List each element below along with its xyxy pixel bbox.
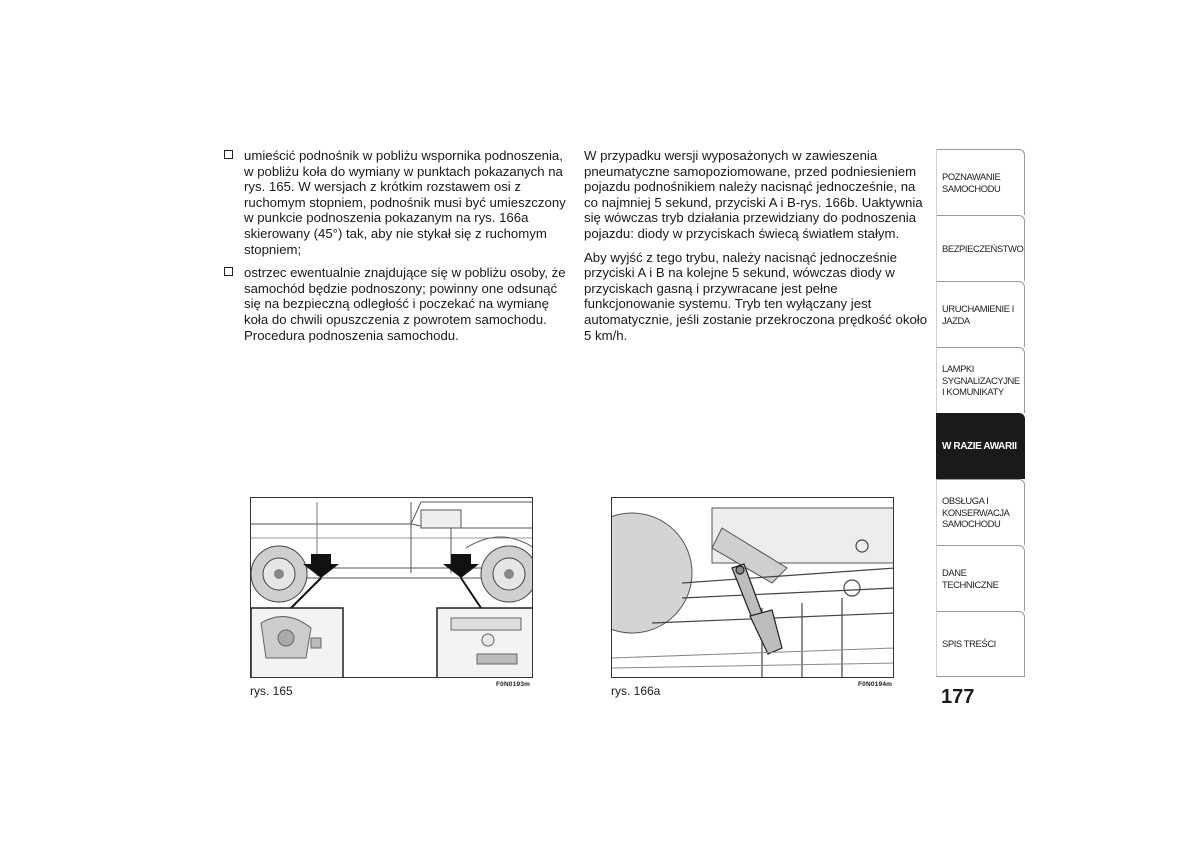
figure-166a-caption: rys. 166a bbox=[611, 684, 661, 698]
tab-bezpieczenstwo[interactable]: BEZPIECZEŃSTWO bbox=[936, 215, 1025, 281]
jack-under-vehicle-illustration bbox=[612, 498, 894, 678]
figure-165-code: F0N0193m bbox=[496, 681, 531, 688]
tab-w-razie-awarii[interactable]: W RAZIE AWARII bbox=[936, 413, 1025, 479]
chapter-tabs bbox=[936, 149, 1025, 677]
tab-poznawanie-samochodu[interactable]: POZNAWANIE SAMOCHODU bbox=[936, 149, 1025, 215]
page-number: 177 bbox=[941, 686, 975, 708]
left-text-column bbox=[224, 148, 569, 351]
tab-uruchamienie-i-jazda[interactable]: URUCHAMIENIE I JAZDA bbox=[936, 281, 1025, 347]
tab-lampki-sygnalizacyjne[interactable]: LAMPKI SYGNALIZACYJNE I KOMUNIKATY bbox=[936, 347, 1025, 413]
bullet-text: umieścić podnośnik w pobliżu wspornika podnoszenia, w pobliżu koła do wymiany w punktach pokazanych na rys. 165. W wersjach z krótkim rozstawem osi z ruchomym stopniem, podnośnik musi być umieszczony w punkcie podnoszenia pokazanym na rys. 166a skierowany (45°) tak, aby nie stykał się z ruchomym stopniem; bbox=[244, 148, 566, 257]
van-side-lifting-points-illustration bbox=[251, 498, 533, 678]
paragraph: Aby wyjść z tego trybu, należy nacisnąć jednocześnie przyciski A i B na kolejne 5 sekund, wówczas diody w przyciskach gasną i przywracane jest pełne funkcjonowanie systemu. Tryb ten wyłączany jest automatycznie, jeśli zostanie przekroczona prędkość około 5 km/h. bbox=[584, 249, 928, 343]
front-wheel-icon bbox=[481, 546, 533, 602]
lift-arrow-icon bbox=[303, 554, 479, 578]
figure-166a-code: F0N0194m bbox=[858, 681, 893, 688]
tab-obsluga-i-konserwacja[interactable]: OBSŁUGA I KONSERWACJA SAMOCHODU bbox=[936, 479, 1025, 545]
figure-166a-illustration bbox=[611, 497, 894, 678]
tab-dane-techniczne[interactable]: DANE TECHNICZNE bbox=[936, 545, 1025, 611]
right-text-column bbox=[584, 148, 929, 351]
paragraph: W przypadku wersji wyposażonych w zawieszenia pneumatyczne samopoziomowane, przed podniesieniem pojazdu podnośnikiem należy nacisnąć jednocześnie, na co najmniej 5 sekund, przyciski A i B-rys. 166b. Uaktywnia się wówczas tryb działania przewidziany do podnoszenia pojazdu: diody w przyciskach świecą światłem stałym. bbox=[584, 148, 923, 241]
bullet-item bbox=[224, 265, 569, 343]
bullet-text: ostrzec ewentualnie znajdujące się w pobliżu osoby, że samochód będzie podnoszony; powinny one odsunąć się na bezpieczną odległość i poczekać na wymianę koła do chwili opuszczenia z powrotem samochodu. Procedura podnoszenia samochodu. bbox=[244, 265, 566, 343]
tab-spis-tresci[interactable]: SPIS TREŚCI bbox=[936, 611, 1025, 677]
figure-165-caption: rys. 165 bbox=[250, 684, 293, 698]
figure-165-illustration bbox=[250, 497, 533, 678]
rear-wheel-icon bbox=[251, 546, 307, 602]
checkbox-bullet-icon bbox=[224, 267, 233, 276]
bullet-item bbox=[224, 148, 569, 257]
checkbox-bullet-icon bbox=[224, 150, 233, 159]
